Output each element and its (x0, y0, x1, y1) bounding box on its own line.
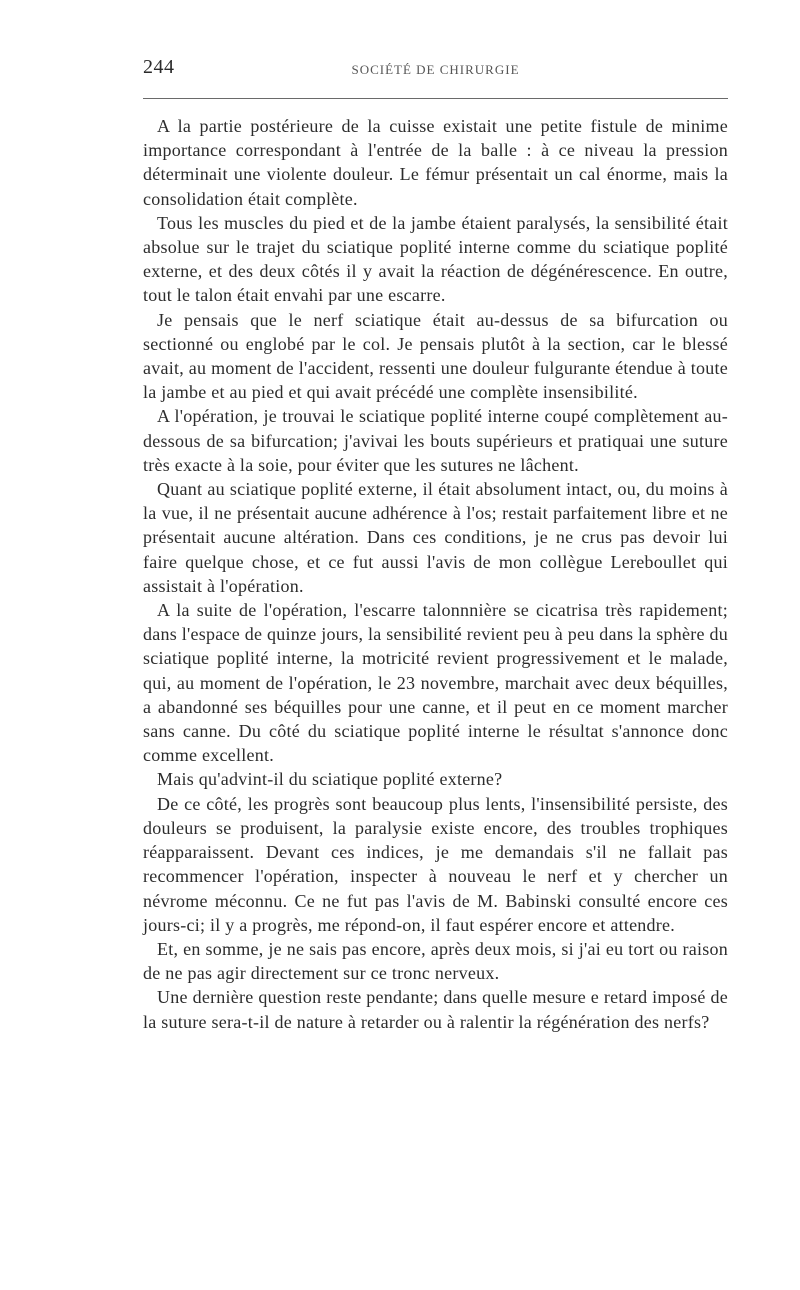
page-number: 244 (143, 56, 175, 78)
paragraph: Je pensais que le nerf sciatique était au-dessus de sa bifurcation ou sectionné ou englobé par le col. Je pensais plutôt à la section, car le blessé avait, au moment de l'accident, ressenti une douleur fulgurante étendue à toute la jambe et au pied et qui avait précédé une complète insensibilité. (143, 309, 728, 403)
page-header (143, 56, 728, 86)
paragraph: A la partie postérieure de la cuisse existait une petite fistule de minime importance correspondant à l'entrée de la balle : à ce niveau la pression déterminait une violente douleur. Le fémur présentait un cal énorme, mais la consolidation était complète. (143, 116, 728, 209)
body-text (143, 114, 728, 1034)
running-title: SOCIÉTÉ DE CHIRURGIE (351, 62, 520, 77)
paragraph: De ce côté, les progrès sont beaucoup plus lents, l'insensibilité persiste, des douleurs se produisent, la paralysie existe encore, des troubles trophiques réapparaissent. Devant ces indices, je me demandais s'il ne fallait pas recommencer l'opération, inspecter à nouveau le nerf et y chercher un névrome méconnu. Ce ne fut pas l'avis de M. Babinski consulté encore ces jours-ci; il y a progrès, me répond-on, il faut espérer encore et attendre. (143, 793, 728, 935)
paragraph: Et, en somme, je ne sais pas encore, après deux mois, si j'ai eu tort ou raison de ne pas agir directement sur ce tronc nerveux. (143, 938, 728, 984)
paragraph: Quant au sciatique poplité externe, il était absolument intact, ou, du moins à la vue, il ne présentait aucune adhérence à l'os; restait parfaitement libre et ne présentait aucune altération. Dans ces conditions, je ne crus pas devoir lui faire quelque chose, et ce fut aussi l'avis de mon collègue Lereboullet qui assistait à l'opération. (143, 479, 728, 596)
paragraph: Une dernière question reste pendante; dans quelle mesure e retard imposé de la suture sera-t-il de nature à retarder ou à ralentir la régénération des nerfs? (143, 987, 728, 1032)
paragraph: A la suite de l'opération, l'escarre talonnnière se cicatrisa très rapidement; dans l'espace de quinze jours, la sensibilité revient peu à peu dans la sphère du sciatique poplité interne, la motricité revient progressivement et le malade, qui, au moment de l'opération, le 23 novembre, marchait avec deux béquilles, a abandonné ses béquilles pour une canne, et il peut en ce moment marcher sans canne. Du côté du sciatique poplité interne le résultat s'annonce donc comme excellent. (143, 600, 728, 766)
header-divider (143, 98, 728, 99)
paragraph: Tous les muscles du pied et de la jambe étaient paralysés, la sensibilité était absolue sur le trajet du sciatique poplité interne comme du sciatique poplité externe, et des deux côtés il y avait la réaction de dégénérescence. En outre, tout le talon était envahi par une escarre. (143, 212, 728, 306)
paragraph: Mais qu'advint-il du sciatique poplité externe? (157, 769, 503, 790)
paragraph: A l'opération, je trouvai le sciatique poplité interne coupé complètement au-dessous de sa bifurcation; j'avivai les bouts supérieurs et pratiquai une suture très exacte à la soie, pour éviter que les sutures ne lâchent. (143, 406, 728, 475)
